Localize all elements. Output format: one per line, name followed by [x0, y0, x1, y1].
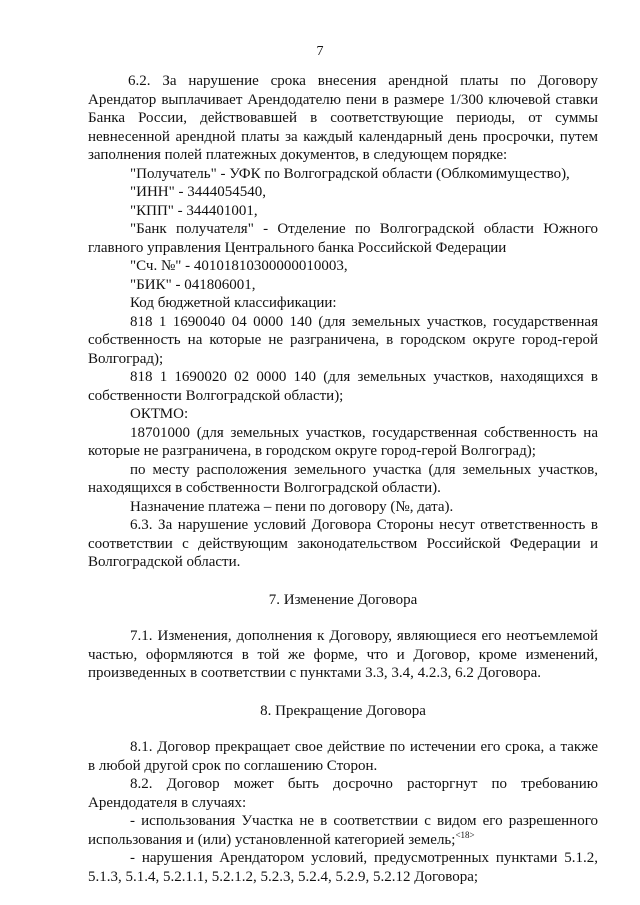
kbk-code-2: 818 1 1690020 02 0000 140 (для земельных участков, находящихся в собственности Волгоградской области); — [88, 369, 598, 404]
recipient-line: "Получатель" - УФК по Волгоградской области (Облкомимущество), — [130, 165, 570, 182]
termination-case-1-text: - использования Участка не в соответствии с видом его разрешенного использования и (или) установленной категорией земель; — [88, 813, 598, 848]
clause-6-2: 6.2. За нарушение срока внесения арендной платы по Договору Арендатор выплачивает Арендодателю пени в размере 1/300 ключевой ставки Банка России, действовавшей в соответствующие периоды, от суммы невнесенной арендной платы за каждый календарный день просрочки, путем заполнения полей платежных документов, в следующем порядке: — [88, 73, 598, 163]
termination-case-2: - нарушения Арендатором условий, предусмотренных пунктами 5.1.2, 5.1.3, 5.1.4, 5.2.1.1, 5.2.1.2, 5.2.3, 5.2.4, 5.2.9, 5.2.12 Договора; — [88, 850, 598, 885]
clause-8-1: 8.1. Договор прекращает свое действие по истечении его срока, а также в любой другой срок по соглашению Сторон. — [88, 739, 598, 774]
kbk-code-1: 818 1 1690040 04 0000 140 (для земельных участков, государственная собственность на которые не разграничена, в городском округе город-герой Волгоград); — [88, 313, 598, 367]
clause-8-2: 8.2. Договор может быть досрочно расторгнут по требованию Арендодателя в случаях: — [88, 776, 598, 811]
bank-line: "Банк получателя" - Отделение по Волгоградской области Южного главного управления Центрального банка Российской Федерации — [88, 221, 598, 256]
kpp-line: "КПП" - 344401001, — [130, 202, 258, 219]
account-line: "Сч. №" - 40101810300000010003, — [130, 258, 348, 274]
page-number: 7 — [316, 44, 324, 59]
oktmo-code-2: по месту расположения земельного участка (для земельных участков, находящихся в собственности Волгоградской области). — [88, 461, 598, 496]
section-8-heading: 8. Прекращение Договора — [260, 702, 426, 719]
bik-line: "БИК" - 041806001, — [130, 276, 256, 293]
oktmo-code-1: 18701000 (для земельных участков, государственная собственность на которые не разграничена, в городском округе город-герой Волгоград); — [88, 424, 598, 459]
inn-line: "ИНН" - 3444054540, — [130, 184, 266, 200]
clause-7-1: 7.1. Изменения, дополнения к Договору, являющиеся его неотъемлемой частью, оформляются в той же форме, что и Договор, кроме изменений, произведенных в соответствии с пунктами 3.3, 3.4, 4.2.3, 6.2 Договора. — [88, 628, 598, 681]
section-7-heading: 7. Изменение Договора — [268, 591, 418, 608]
kbk-label: Код бюджетной классификации: — [130, 295, 337, 311]
termination-case-1 — [88, 812, 598, 849]
payment-purpose: Назначение платежа – пени по договору (№, дата). — [130, 498, 454, 515]
clause-6-3: 6.3. За нарушение условий Договора Стороны несут ответственность в соответствии с действующим законодательством Российской Федерации и Волгоградской области. — [88, 517, 598, 570]
oktmo-label: ОКТМО: — [130, 406, 189, 422]
footnote-ref-18: <18> — [455, 829, 475, 840]
document-body — [88, 72, 598, 886]
